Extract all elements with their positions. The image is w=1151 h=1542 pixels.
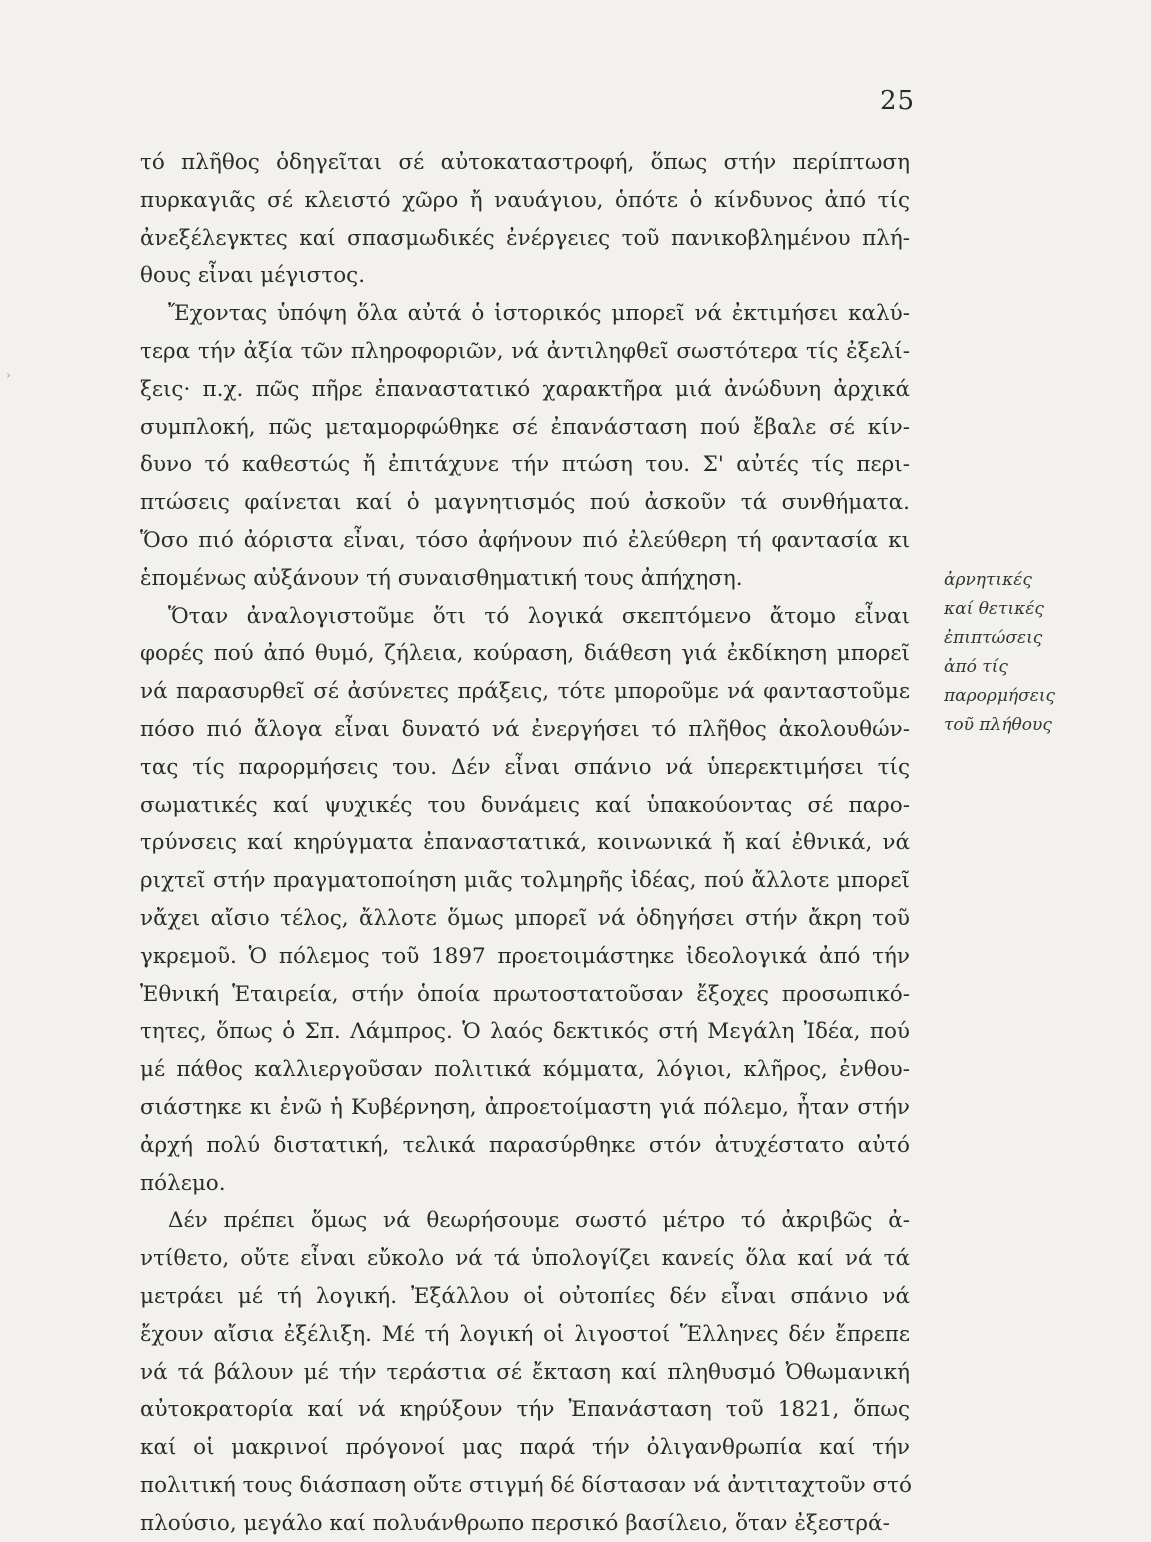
margin-note-line: καί θετικές (944, 599, 1044, 619)
text-line: νά τά βάλουν μέ τήν τεράστια σέ ἔκταση καί πληθυσμό Ὀθωμανική (140, 1359, 910, 1385)
text-line: συμπλοκή, πῶς μεταμορφώθηκε σέ ἐπανάσταση πού ἔβαλε σέ κίν- (140, 414, 910, 440)
text-line: θους εἶναι μέγιστος. (140, 263, 366, 289)
paragraph (140, 598, 910, 1203)
text-line: μέ πάθος καλλιεργοῦσαν πολιτικά κόμματα, λόγιοι, κλῆρος, ἐνθου- (140, 1057, 910, 1083)
text-line: τερα τήν ἀξία τῶν πληροφοριῶν, νά ἀντιληφθεῖ σωστότερα τίς ἐξελί- (140, 338, 910, 364)
page-number: 25 (880, 86, 916, 116)
margin-note-line: παρορμήσεις (944, 686, 1056, 706)
text-line: ριχτεῖ στήν πραγματοποίηση μιᾶς τολμηρῆς ἰδέας, πού ἄλλοτε μπορεῖ (140, 868, 910, 894)
text-line: γκρεμοῦ. Ὁ πόλεμος τοῦ 1897 προετοιμάστηκε ἰδεολογικά ἀπό τήν (140, 943, 910, 969)
margin-note-line: τοῦ πλήθους (944, 715, 1052, 735)
paragraph (140, 295, 910, 597)
body-text (140, 144, 913, 1542)
text-line: μετράει μέ τή λογική. Ἐξάλλου οἱ οὐτοπίες δέν εἶναι σπάνιο νά (140, 1283, 910, 1309)
margin-note-line: ἀπό τίς (944, 657, 1008, 677)
paragraph (140, 1202, 913, 1542)
text-line: σιάστηκε κι ἐνῶ ἡ Κυβέρνηση, ἀπροετοίμαστη γιά πόλεμο, ἦταν στήν (140, 1094, 910, 1120)
text-line: πλούσιο, μεγάλο καί πολυάνθρωπο περσικό βασίλειο, ὅταν ἐξεστρά- (140, 1510, 890, 1536)
text-line: Ὅσο πιό ἀόριστα εἶναι, τόσο ἀφήνουν πιό ἐλεύθερη τή φαντασία κι (140, 527, 910, 553)
margin-note (944, 566, 1144, 740)
text-line: πτώσεις φαίνεται καί ὁ μαγνητισμός πού ἀσκοῦν τά συνθήματα. (140, 490, 910, 516)
text-line: τας τίς παρορμήσεις του. Δέν εἶναι σπάνιο νά ὑπερεκτιμήσει τίς (140, 754, 910, 780)
text-line: ντίθετο, οὔτε εἶναι εὔκολο νά τά ὑπολογίζει κανείς ὅλα καί νά τά (140, 1246, 910, 1272)
text-line: φορές πού ἀπό θυμό, ζήλεια, κούραση, διάθεση γιά ἐκδίκηση μπορεῖ (140, 641, 910, 667)
text-line: νά παρασυρθεῖ σέ ἀσύνετες πράξεις, τότε μποροῦμε νά φανταστοῦμε (140, 679, 910, 705)
text-line: πόσο πιό ἄλογα εἶναι δυνατό νά ἐνεργήσει τό πλῆθος ἀκολουθών- (140, 716, 910, 742)
text-line: τητες, ὅπως ὁ Σπ. Λάμπρος. Ὁ λαός δεκτικός στή Μεγάλη Ἰδέα, πού (140, 1019, 910, 1045)
text-line: πυρκαγιᾶς σέ κλειστό χῶρο ἤ ναυάγιου, ὁπότε ὁ κίνδυνος ἀπό τίς (140, 187, 910, 213)
margin-note-line: ἐπιπτώσεις (944, 628, 1043, 648)
text-line: πόλεμο. (140, 1170, 226, 1196)
text-line: τό πλῆθος ὁδηγεῖται σέ αὐτοκαταστροφή, ὅπως στήν περίπτωση (140, 150, 910, 175)
text-line: ἑπομένως αὐξάνουν τή συναισθηματική τους ἀπήχηση. (140, 565, 743, 591)
text-line: δυνο τό καθεστώς ἤ ἐπιτάχυνε τήν πτώση του. Σ' αὐτές τίς περι- (140, 452, 910, 478)
text-line: νἄχει αἴσιο τέλος, ἄλλοτε ὅμως μπορεῖ νά ὁδηγήσει στήν ἄκρη τοῦ (140, 905, 910, 931)
text-line: Δέν πρέπει ὅμως νά θεωρήσουμε σωστό μέτρο τό ἀκριβῶς ἀ- (168, 1208, 910, 1234)
text-line: ξεις· π.χ. πῶς πῆρε ἐπαναστατικό χαρακτῆρα μιά ἀνώδυνη ἀρχικά (140, 376, 910, 402)
text-line: σωματικές καί ψυχικές του δυνάμεις καί ὑπακούοντας σέ παρο- (140, 792, 910, 818)
margin-note-line: ἀρνητικές (944, 570, 1032, 590)
text-line: τρύνσεις καί κηρύγματα ἐπαναστατικά, κοινωνικά ἤ καί ἐθνικά, νά (140, 830, 910, 856)
text-line: Ἐθνική Ἑταιρεία, στήν ὁποία πρωτοστατοῦσαν ἔξοχες προσωπικό- (140, 981, 910, 1007)
text-line: αὐτοκρατορία καί νά κηρύξουν τήν Ἐπανάσταση τοῦ 1821, ὅπως (140, 1397, 910, 1423)
text-line: Ὅταν ἀναλογιστοῦμε ὅτι τό λογικά σκεπτόμενο ἄτομο εἶναι (168, 603, 910, 629)
text-line: καί οἱ μακρινοί πρόγονοί μας παρά τήν ὀλιγανθρωπία καί τήν (140, 1435, 910, 1461)
binding-edge-mark-icon: › (6, 368, 11, 382)
paragraph (140, 144, 910, 295)
text-line: πολιτική τους διάσπαση οὔτε στιγμή δέ δίστασαν νά ἀντιταχτοῦν στό (140, 1472, 913, 1498)
text-line: Ἔχοντας ὑπόψη ὅλα αὐτά ὁ ἱστορικός μπορεῖ νά ἐκτιμήσει καλύ- (168, 301, 910, 327)
text-line: ἀνεξέλεγκτες καί σπασμωδικές ἐνέργειες τοῦ πανικοβλημένου πλή- (140, 225, 910, 251)
text-line: ἔχουν αἴσια ἐξέλιξη. Μέ τή λογική οἱ λιγοστοί Ἕλληνες δέν ἔπρεπε (140, 1321, 910, 1347)
text-line: ἀρχή πολύ διστατική, τελικά παρασύρθηκε στόν ἀτυχέστατο αὐτό (140, 1132, 910, 1158)
